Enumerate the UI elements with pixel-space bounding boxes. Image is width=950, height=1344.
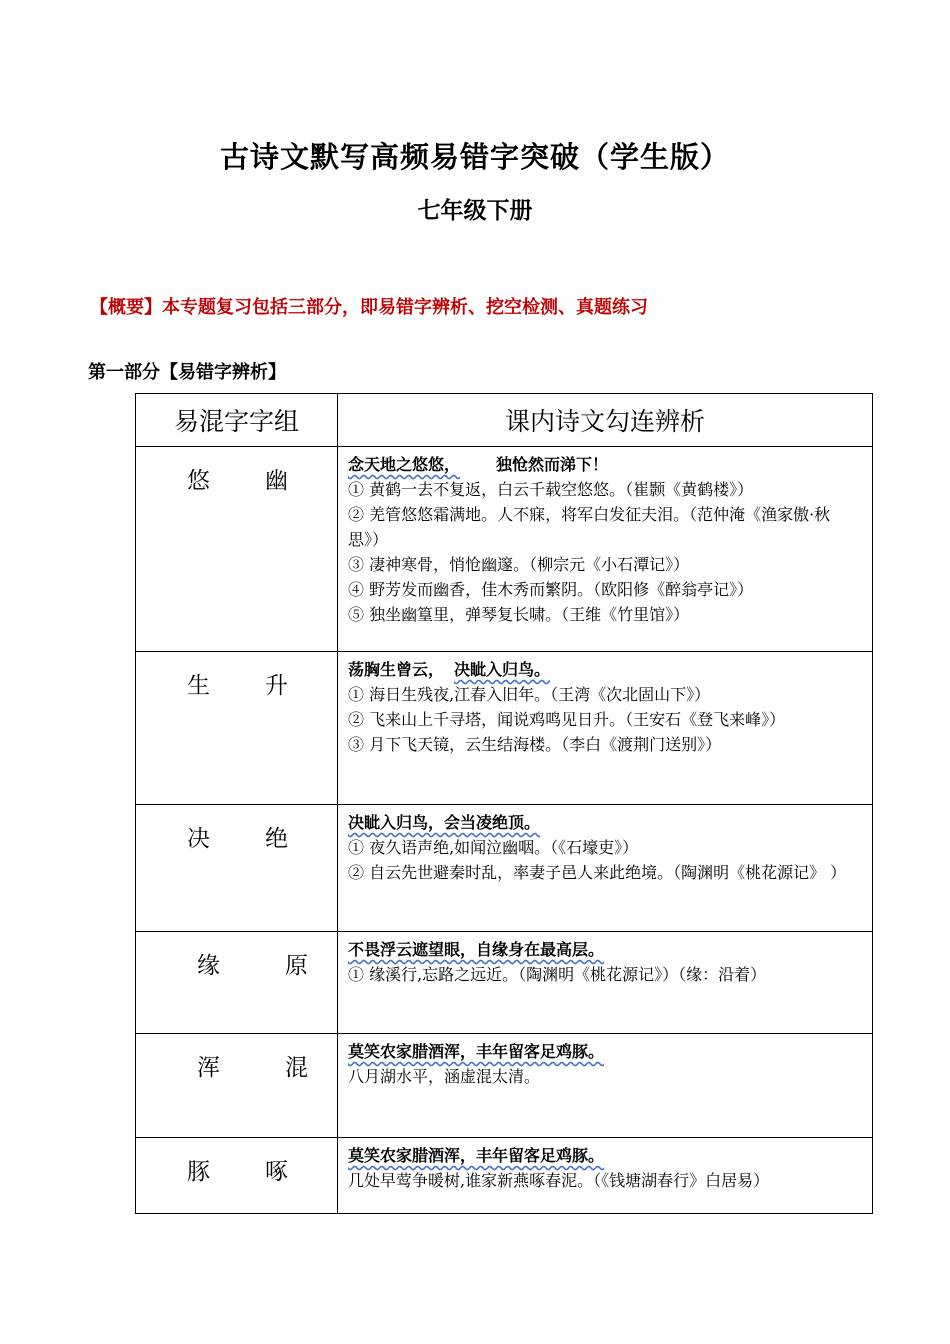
- char-pair: [137, 1035, 336, 1082]
- table-row: [136, 1034, 873, 1138]
- char-b: 啄: [265, 1159, 288, 1185]
- example-line: 八月湖水平，涵虚混太清。: [348, 1067, 541, 1086]
- table-header-analysis: 课内诗文勾连辨析: [338, 394, 873, 447]
- char-b: 幽: [265, 468, 288, 494]
- char-a: 悠: [187, 468, 210, 494]
- char-b: 升: [265, 673, 288, 699]
- example-line: ② 飞来山上千寻塔，闻说鸡鸣见日升。（王安石《登飞来峰》）: [348, 710, 786, 729]
- example-line: ② 自云先世避秦时乱，率妻子邑人来此绝境。（陶渊明《桃花源记》 ）: [348, 863, 847, 882]
- summary-text: 【概要】本专题复习包括三部分，即易错字辨析、挖空检测、真题练习: [90, 297, 648, 318]
- char-a: 生: [187, 673, 210, 699]
- key-line-b: 独怆然而涕下！: [496, 455, 609, 474]
- document-subtitle: 七年级下册: [417, 198, 533, 224]
- key-line: 不畏浮云遮望眼，自缘身在最高层。: [348, 940, 605, 959]
- char-b: 原: [285, 953, 308, 979]
- example-line: 几处早莺争暖树,谁家新燕啄春泥。（《钱塘湖春行》白居易）: [348, 1171, 770, 1190]
- example-line: ① 海日生残夜,江春入旧年。（王湾《次北固山下》）: [348, 685, 711, 704]
- key-line: 莫笑农家腊酒浑，丰年留客足鸡豚。: [348, 1146, 605, 1165]
- table-header-row: [136, 394, 873, 447]
- char-pair: [137, 1139, 336, 1186]
- example-line: ① 夜久语声绝,如闻泣幽咽。（《石壕吏》）: [348, 838, 639, 857]
- table-row: [136, 932, 873, 1034]
- key-line: 莫笑农家腊酒浑，丰年留客足鸡豚。: [348, 1042, 605, 1061]
- char-a: 浑: [197, 1055, 220, 1081]
- comparison-table: [135, 393, 873, 1214]
- example-line: ④ 野芳发而幽香，佳木秀而繁阴。（欧阳修《醉翁亭记》）: [348, 580, 754, 599]
- char-b: 绝: [265, 826, 288, 852]
- example-line: ③ 月下飞天镜，云生结海楼。（李白《渡荆门送别》）: [348, 735, 722, 754]
- example-line: ① 缘溪行,忘路之远近。（陶渊明《桃花源记》）（缘：沿着）: [348, 965, 767, 984]
- char-pair: [137, 806, 336, 853]
- key-line: 决眦入归鸟，会当凌绝顶。: [348, 813, 541, 832]
- key-line-b: 决眦入归鸟。: [454, 660, 551, 679]
- example-line: ③ 凄神寒骨，悄怆幽邃。（柳宗元《小石潭记》）: [348, 555, 690, 574]
- key-line: 念天地之悠悠，: [348, 455, 461, 474]
- char-a: 决: [187, 826, 210, 852]
- char-a: 豚: [187, 1159, 210, 1185]
- char-a: 缘: [197, 953, 220, 979]
- example-line: ② 羌管悠悠霜满地。人不寐，将军白发征夫泪。（范仲淹《渔家傲·秋思》）: [348, 505, 831, 549]
- table-row: [136, 652, 873, 805]
- char-pair: [137, 933, 336, 980]
- table-header-chars: 易混字字组: [136, 394, 338, 447]
- key-line: 荡胸生曾云，: [348, 660, 445, 679]
- example-line: ⑤ 独坐幽篁里，弹琴复长啸。（王维《竹里馆》）: [348, 605, 690, 624]
- char-b: 混: [285, 1055, 308, 1081]
- table-row: [136, 805, 873, 932]
- example-line: ① 黄鹤一去不复返，白云千载空悠悠。（崔颢《黄鹤楼》）: [348, 480, 754, 499]
- char-pair: [137, 448, 336, 495]
- document-title: 古诗文默写高频易错字突破（学生版）: [219, 140, 730, 174]
- table-row: [136, 1138, 873, 1214]
- table-row: [136, 447, 873, 652]
- char-pair: [137, 653, 336, 700]
- part-heading: 第一部分【易错字辨析】: [88, 362, 286, 383]
